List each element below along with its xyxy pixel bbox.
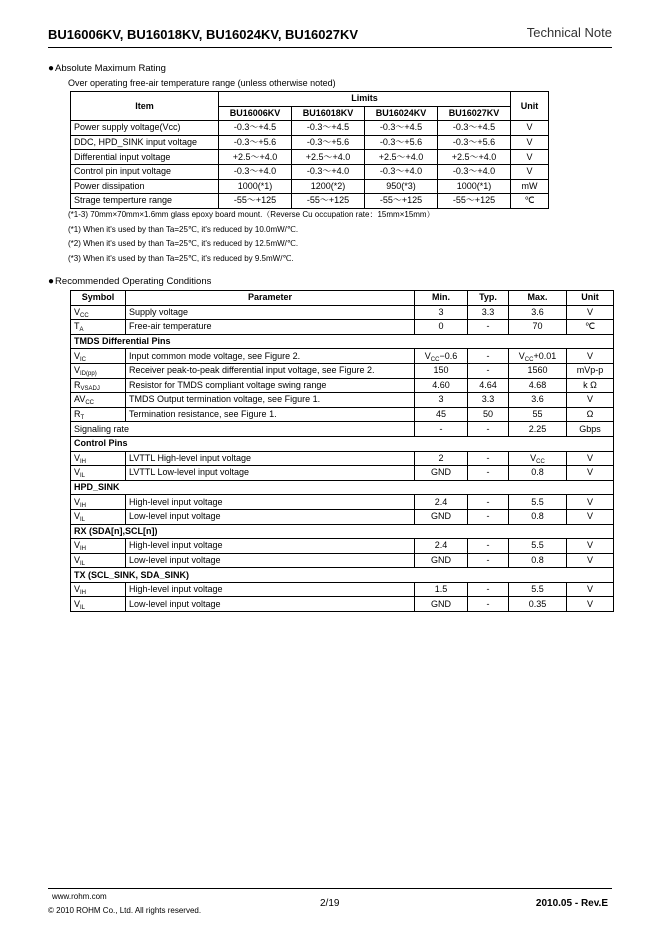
table-row bbox=[71, 597, 614, 612]
cell-unit: V bbox=[567, 393, 614, 408]
cell-max: 4.68 bbox=[509, 378, 567, 393]
cell-typ: - bbox=[468, 349, 509, 364]
cell-typ: 3.3 bbox=[468, 393, 509, 408]
cell-value: 1200(*2) bbox=[292, 179, 365, 194]
revision: 2010.05 - Rev.E bbox=[535, 898, 608, 909]
cell-min: 0 bbox=[415, 320, 468, 335]
condition-note: Over operating free-air temperature range (unless otherwise noted) bbox=[68, 78, 336, 88]
table-row bbox=[71, 539, 614, 554]
col-header-part: BU16027KV bbox=[438, 106, 511, 121]
table-row bbox=[71, 179, 549, 194]
cell-value: -0.3～+4.0 bbox=[365, 164, 438, 179]
table-row bbox=[71, 495, 614, 510]
cell-value: -0.3～+4.5 bbox=[438, 121, 511, 136]
bullet-icon: ● bbox=[48, 276, 55, 287]
cell-symbol: $V_{IL}$ bbox=[71, 509, 126, 524]
group-heading: TX (SCL_SINK, SDA_SINK) bbox=[71, 568, 614, 583]
cell-value: -0.3～+5.6 bbox=[438, 135, 511, 150]
cell-value: -55～+125 bbox=[219, 194, 292, 209]
cell-parameter: Low-level input voltage bbox=[126, 553, 415, 568]
cell-parameter: Low-level input voltage bbox=[126, 509, 415, 524]
cell-symbol: $R_{VSADJ}$ bbox=[71, 378, 126, 393]
cell-typ: 50 bbox=[468, 407, 509, 422]
cell-parameter: TMDS Output termination voltage, see Figure 1. bbox=[126, 393, 415, 408]
cell-unit: V bbox=[511, 121, 549, 136]
cell-min: GND bbox=[415, 553, 468, 568]
cell-symbol: $V_{IC}$ bbox=[71, 349, 126, 364]
cell-unit: mW bbox=[511, 179, 549, 194]
cell-min: 2 bbox=[415, 451, 468, 466]
cell-unit: V bbox=[567, 553, 614, 568]
cell-typ: - bbox=[468, 363, 509, 378]
cell-max: 0.8 bbox=[509, 466, 567, 481]
cell-typ: - bbox=[468, 422, 509, 437]
cell-typ: 3.3 bbox=[468, 305, 509, 320]
cell-min: GND bbox=[415, 466, 468, 481]
group-row bbox=[71, 568, 614, 583]
page-header bbox=[48, 27, 612, 48]
cell-value: -55～+125 bbox=[365, 194, 438, 209]
bullet-icon: ● bbox=[48, 63, 55, 74]
cell-value: 1000(*1) bbox=[438, 179, 511, 194]
group-heading: RX (SDA[n],SCL[n]) bbox=[71, 524, 614, 539]
footnote: (*1) When it's used by than Ta=25℃, it's reduced by 10.0mW/℃. bbox=[68, 224, 299, 234]
table-row bbox=[71, 121, 549, 136]
cell-value: +2.5～+4.0 bbox=[219, 150, 292, 165]
cell-max: 70 bbox=[509, 320, 567, 335]
cell-symbol: $V_{CC}$ bbox=[71, 305, 126, 320]
cell-symbol: $R_T$ bbox=[71, 407, 126, 422]
cell-max: 0.8 bbox=[509, 509, 567, 524]
cell-parameter: Free-air temperature bbox=[126, 320, 415, 335]
table-row bbox=[71, 393, 614, 408]
cell-max: 2.25 bbox=[509, 422, 567, 437]
cell-max: 3.6 bbox=[509, 393, 567, 408]
cell-max: 0.35 bbox=[509, 597, 567, 612]
table-row bbox=[71, 164, 549, 179]
cell-value: -0.3～+5.6 bbox=[292, 135, 365, 150]
cell-unit: Ω bbox=[567, 407, 614, 422]
cell-max: $V_{CC}$ bbox=[509, 451, 567, 466]
cell-unit: V bbox=[511, 164, 549, 179]
cell-symbol: $T_A$ bbox=[71, 320, 126, 335]
cell-min: - bbox=[415, 422, 468, 437]
col-header-symbol: Symbol bbox=[71, 291, 126, 306]
cell-min: 3 bbox=[415, 305, 468, 320]
col-header-unit: Unit bbox=[567, 291, 614, 306]
cell-symbol: $AV_{CC}$ bbox=[71, 393, 126, 408]
cell-parameter: Signaling rate bbox=[71, 422, 415, 437]
cell-typ: - bbox=[468, 509, 509, 524]
cell-parameter: Low-level input voltage bbox=[126, 597, 415, 612]
table-row bbox=[71, 305, 614, 320]
group-row bbox=[71, 480, 614, 495]
cell-symbol: $V_{IL}$ bbox=[71, 597, 126, 612]
cell-item: Strage temperture range bbox=[71, 194, 219, 209]
col-header-max: Max. bbox=[509, 291, 567, 306]
cell-typ: - bbox=[468, 582, 509, 597]
cell-item: Power supply voltage(Vcc) bbox=[71, 121, 219, 136]
cell-min: $V_{CC}-0.6$ bbox=[415, 349, 468, 364]
table-row bbox=[71, 363, 614, 378]
cell-max: 5.5 bbox=[509, 539, 567, 554]
table-row bbox=[71, 422, 614, 437]
cell-value: 950(*3) bbox=[365, 179, 438, 194]
footnote: (*1-3) 70mm×70mm×1.6mm glass epoxy board mount.（Reverse Cu occupation rate：15mm×15mm） bbox=[68, 210, 435, 219]
cell-value: -0.3～+4.5 bbox=[365, 121, 438, 136]
cell-min: 2.4 bbox=[415, 495, 468, 510]
cell-symbol: $V_{IL}$ bbox=[71, 466, 126, 481]
cell-parameter: High-level input voltage bbox=[126, 582, 415, 597]
cell-min: 3 bbox=[415, 393, 468, 408]
cell-value: 1000(*1) bbox=[219, 179, 292, 194]
cell-max: 3.6 bbox=[509, 305, 567, 320]
table-row bbox=[71, 194, 549, 209]
cell-value: -55～+125 bbox=[438, 194, 511, 209]
cell-value: -0.3～+5.6 bbox=[219, 135, 292, 150]
cell-value: -0.3～+4.0 bbox=[438, 164, 511, 179]
cell-parameter: Termination resistance, see Figure 1. bbox=[126, 407, 415, 422]
cell-unit: V bbox=[511, 135, 549, 150]
cell-parameter: Input common mode voltage, see Figure 2. bbox=[126, 349, 415, 364]
table-row bbox=[71, 135, 549, 150]
cell-max: 5.5 bbox=[509, 495, 567, 510]
cell-typ: - bbox=[468, 466, 509, 481]
cell-typ: - bbox=[468, 495, 509, 510]
col-header-parameter: Parameter bbox=[126, 291, 415, 306]
cell-parameter: High-level input voltage bbox=[126, 539, 415, 554]
table-row bbox=[71, 150, 549, 165]
col-header-limits: Limits bbox=[219, 92, 511, 107]
cell-unit: V bbox=[511, 150, 549, 165]
cell-unit: ℃ bbox=[567, 320, 614, 335]
website-link[interactable]: www.rohm.com bbox=[52, 892, 107, 901]
col-header-part: BU16006KV bbox=[219, 106, 292, 121]
col-header-min: Min. bbox=[415, 291, 468, 306]
cell-unit: V bbox=[567, 539, 614, 554]
cell-parameter: High-level input voltage bbox=[126, 495, 415, 510]
cell-min: 150 bbox=[415, 363, 468, 378]
cell-unit: V bbox=[567, 495, 614, 510]
cell-value: -0.3～+4.5 bbox=[219, 121, 292, 136]
cell-min: GND bbox=[415, 509, 468, 524]
cell-max: $V_{CC}+0.01$ bbox=[509, 349, 567, 364]
cell-value: +2.5～+4.0 bbox=[292, 150, 365, 165]
table-row bbox=[71, 582, 614, 597]
group-heading: Control Pins bbox=[71, 436, 614, 451]
cell-max: 0.8 bbox=[509, 553, 567, 568]
page-footer bbox=[48, 888, 612, 919]
cell-min: 4.60 bbox=[415, 378, 468, 393]
cell-item: Differential input voltage bbox=[71, 150, 219, 165]
cell-typ: - bbox=[468, 451, 509, 466]
footnotes bbox=[68, 208, 435, 266]
table-row bbox=[71, 451, 614, 466]
cell-item: Power dissipation bbox=[71, 179, 219, 194]
cell-max: 5.5 bbox=[509, 582, 567, 597]
footnote: (*2) When it's used by than Ta=25℃, it's reduced by 12.5mW/℃. bbox=[68, 239, 299, 248]
cell-value: -0.3～+4.0 bbox=[292, 164, 365, 179]
document-type: Technical Note bbox=[526, 25, 612, 40]
cell-typ: - bbox=[468, 553, 509, 568]
cell-min: GND bbox=[415, 597, 468, 612]
col-header-part: BU16018KV bbox=[292, 106, 365, 121]
cell-value: -0.3～+5.6 bbox=[365, 135, 438, 150]
cell-unit: V bbox=[567, 305, 614, 320]
cell-typ: - bbox=[468, 539, 509, 554]
rec-op-table bbox=[70, 290, 614, 612]
cell-max: 1560 bbox=[509, 363, 567, 378]
cell-unit: V bbox=[567, 582, 614, 597]
cell-unit: mVp-p bbox=[567, 363, 614, 378]
col-header-item: Item bbox=[71, 92, 219, 121]
table-row bbox=[71, 320, 614, 335]
cell-typ: - bbox=[468, 597, 509, 612]
page-number: 2/19 bbox=[320, 898, 340, 909]
table-row bbox=[71, 466, 614, 481]
cell-parameter: Supply voltage bbox=[126, 305, 415, 320]
table-row bbox=[71, 509, 614, 524]
cell-value: -0.3～+4.5 bbox=[292, 121, 365, 136]
group-heading: HPD_SINK bbox=[71, 480, 614, 495]
table-row bbox=[71, 378, 614, 393]
col-header-typ: Typ. bbox=[468, 291, 509, 306]
cell-value: +2.5～+4.0 bbox=[438, 150, 511, 165]
table-row bbox=[71, 407, 614, 422]
group-heading: TMDS Differential Pins bbox=[71, 334, 614, 349]
cell-min: 1.5 bbox=[415, 582, 468, 597]
cell-min: 45 bbox=[415, 407, 468, 422]
group-row bbox=[71, 524, 614, 539]
cell-item: DDC, HPD_SINK input voltage bbox=[71, 135, 219, 150]
cell-unit: V bbox=[567, 451, 614, 466]
cell-unit: V bbox=[567, 349, 614, 364]
section-heading-rec-op: ●Recommended Operating Conditions bbox=[48, 276, 212, 287]
abs-max-table bbox=[70, 91, 549, 209]
cell-parameter: LVTTL High-level input voltage bbox=[126, 451, 415, 466]
cell-parameter: LVTTL Low-level input voltage bbox=[126, 466, 415, 481]
document-title: BU16006KV, BU16018KV, BU16024KV, BU16027KV bbox=[48, 27, 359, 42]
cell-value: -0.3～+4.0 bbox=[219, 164, 292, 179]
cell-symbol: $V_{IH}$ bbox=[71, 495, 126, 510]
footnote: (*3) When it's used by than Ta=25℃, it's reduced by 9.5mW/℃. bbox=[68, 253, 294, 263]
section-heading-abs-max: ●Absolute Maximum Rating bbox=[48, 63, 166, 74]
col-header-unit: Unit bbox=[511, 92, 549, 121]
cell-unit: Gbps bbox=[567, 422, 614, 437]
copyright: © 2010 ROHM Co., Ltd. All rights reserved. bbox=[48, 906, 202, 915]
cell-unit: V bbox=[567, 509, 614, 524]
cell-max: 55 bbox=[509, 407, 567, 422]
group-row bbox=[71, 334, 614, 349]
cell-symbol: $V_{IH}$ bbox=[71, 451, 126, 466]
cell-symbol: $V_{IH}$ bbox=[71, 582, 126, 597]
cell-typ: - bbox=[468, 320, 509, 335]
cell-unit: k Ω bbox=[567, 378, 614, 393]
col-header-part: BU16024KV bbox=[365, 106, 438, 121]
cell-parameter: Receiver peak-to-peak differential input voltage, see Figure 2. bbox=[126, 363, 415, 378]
cell-value: +2.5～+4.0 bbox=[365, 150, 438, 165]
cell-unit: V bbox=[567, 466, 614, 481]
cell-min: 2.4 bbox=[415, 539, 468, 554]
cell-unit: ℃ bbox=[511, 194, 549, 209]
cell-value: -55～+125 bbox=[292, 194, 365, 209]
table-row bbox=[71, 553, 614, 568]
cell-item: Control pin input voltage bbox=[71, 164, 219, 179]
cell-parameter: Resistor for TMDS compliant voltage swing range bbox=[126, 378, 415, 393]
table-row bbox=[71, 349, 614, 364]
cell-unit: V bbox=[567, 597, 614, 612]
cell-symbol: $V_{IH}$ bbox=[71, 539, 126, 554]
cell-symbol: $V_{IL}$ bbox=[71, 553, 126, 568]
group-row bbox=[71, 436, 614, 451]
cell-typ: 4.64 bbox=[468, 378, 509, 393]
cell-symbol: $V_{ID(pp)}$ bbox=[71, 363, 126, 378]
